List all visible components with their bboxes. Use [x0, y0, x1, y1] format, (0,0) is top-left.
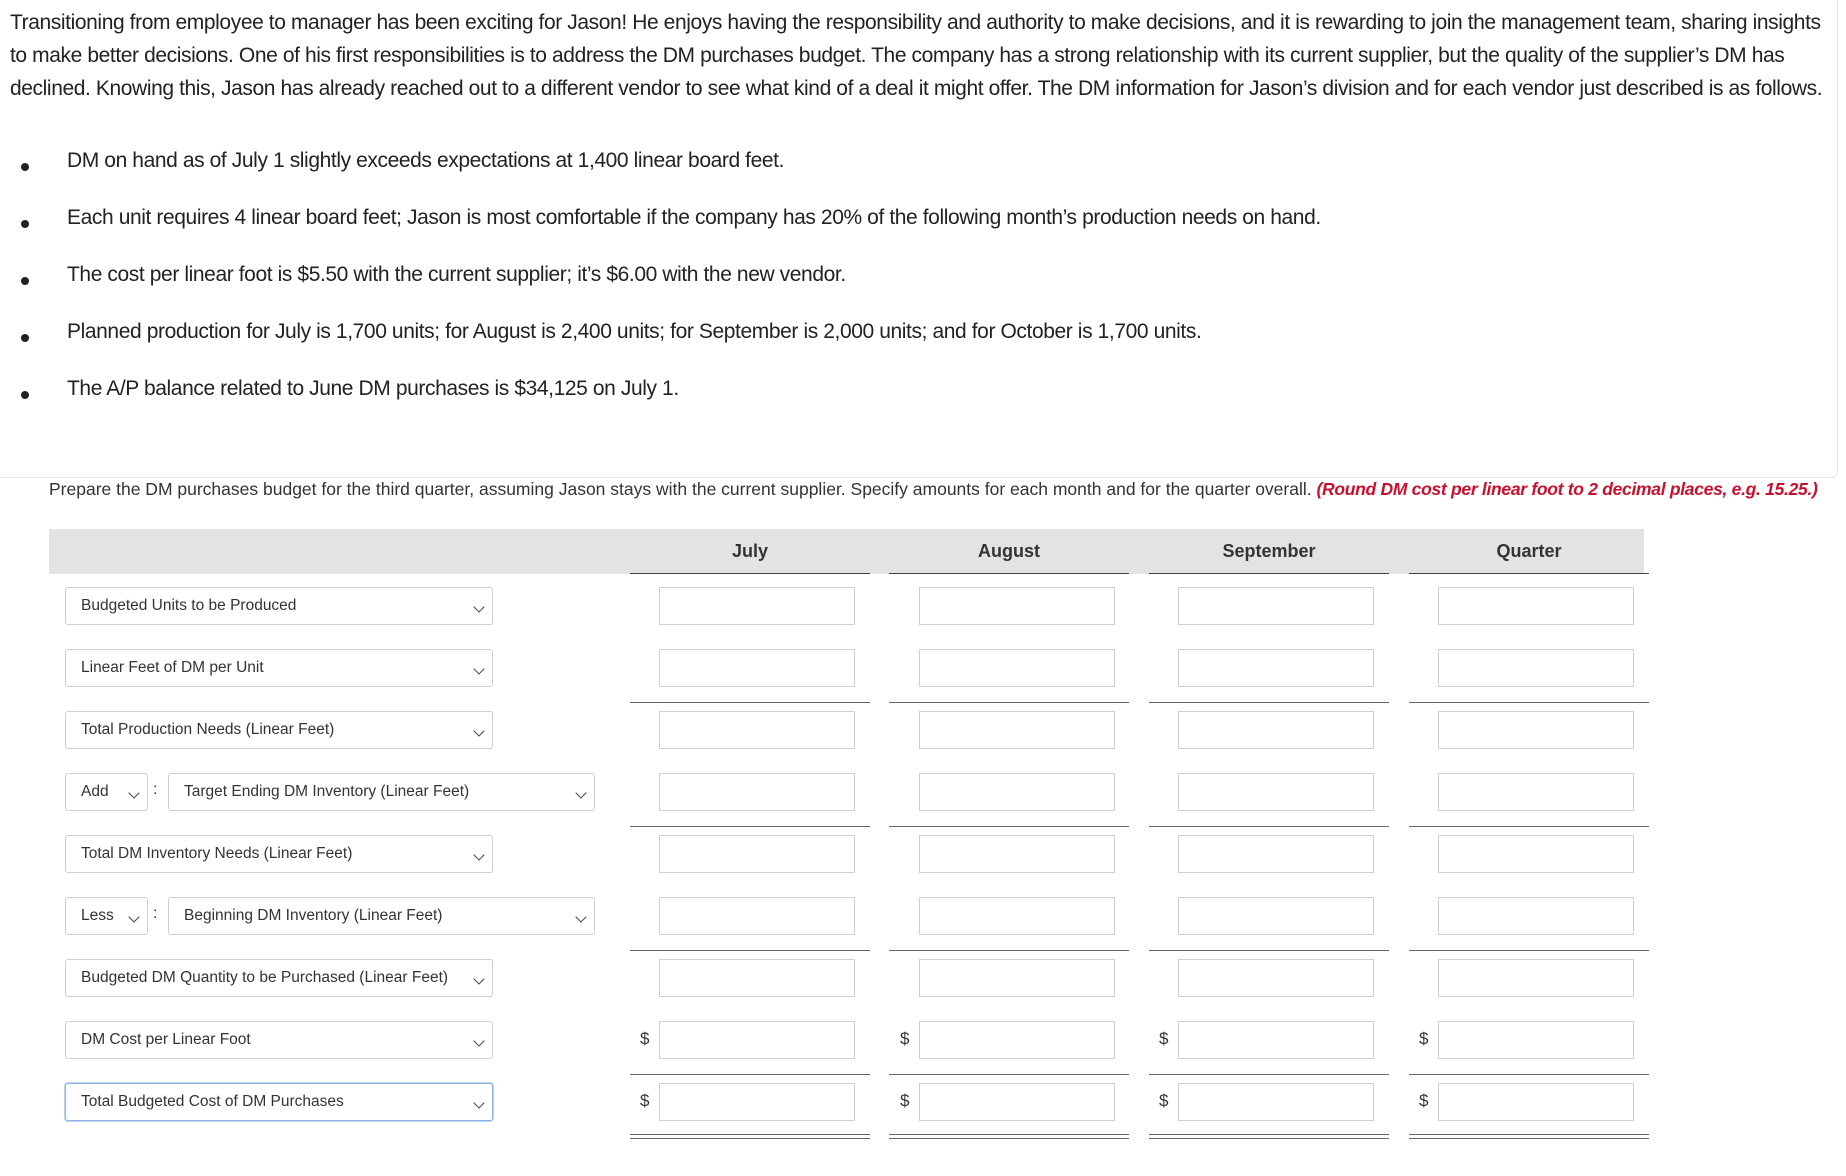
input-august[interactable] — [919, 649, 1115, 687]
colon-separator: : — [153, 781, 158, 798]
double-underline — [630, 1134, 870, 1139]
input-july[interactable] — [659, 1021, 855, 1059]
subtotal-line — [1149, 1074, 1389, 1075]
dollar-sign: $ — [1419, 1091, 1429, 1110]
column-header-july: July — [630, 529, 870, 574]
bullet-icon — [21, 334, 29, 342]
subtotal-line — [1149, 950, 1389, 951]
input-july[interactable] — [659, 773, 855, 811]
intro-paragraph: Transitioning from employee to manager has been exciting for Jason! He enjoys having the responsibility and authority to make decisions, and it is rewarding to join the management team, sharing insights to make better decisions. One of his first responsibilities is to address the DM purchases budget. The company has a strong relationship with its current supplier, but the quality of the supplier’s DM has declined. Knowing this, Jason has already reached out to a different vendor to see what kind of a deal it might offer. The DM information for Jason’s division and for each vendor just described is as follows. — [10, 11, 1823, 100]
double-underline — [1149, 1134, 1389, 1139]
row-label-select[interactable]: Target Ending DM Inventory (Linear Feet) — [168, 773, 595, 811]
column-header-september: September — [1149, 529, 1389, 574]
dollar-sign: $ — [1159, 1091, 1169, 1110]
chevron-down-icon — [575, 787, 586, 798]
subtotal-line — [630, 702, 870, 703]
input-august[interactable] — [919, 711, 1115, 749]
input-quarter[interactable] — [1438, 1083, 1634, 1121]
chevron-down-icon — [473, 1097, 484, 1108]
subtotal-line — [889, 950, 1129, 951]
chevron-down-icon — [473, 1035, 484, 1046]
input-august[interactable] — [919, 835, 1115, 873]
input-september[interactable] — [1178, 1083, 1374, 1121]
input-quarter[interactable] — [1438, 711, 1634, 749]
subtotal-line — [889, 1074, 1129, 1075]
row-label-select[interactable]: Beginning DM Inventory (Linear Feet) — [168, 897, 595, 935]
dollar-sign: $ — [900, 1091, 910, 1110]
subtotal-line — [1409, 826, 1649, 827]
subtotal-line — [630, 1074, 870, 1075]
input-august[interactable] — [919, 587, 1115, 625]
subtotal-line — [1409, 950, 1649, 951]
subtotal-line — [630, 950, 870, 951]
row-label-select[interactable]: Linear Feet of DM per Unit — [65, 649, 493, 687]
dollar-sign: $ — [1159, 1029, 1169, 1048]
dollar-sign: $ — [640, 1091, 650, 1110]
subtotal-line — [1409, 702, 1649, 703]
bullet-icon — [21, 220, 29, 228]
dollar-sign: $ — [1419, 1029, 1429, 1048]
input-quarter[interactable] — [1438, 1021, 1634, 1059]
input-july[interactable] — [659, 835, 855, 873]
input-quarter[interactable] — [1438, 959, 1634, 997]
input-september[interactable] — [1178, 897, 1374, 935]
row-label-select[interactable]: DM Cost per Linear Foot — [65, 1021, 493, 1059]
input-september[interactable] — [1178, 1021, 1374, 1059]
bullet-icon — [21, 391, 29, 399]
input-august[interactable] — [919, 1083, 1115, 1121]
problem-statement: Transitioning from employee to manager has been exciting for Jason! He enjoys having the responsibility and authority to make decisions, and it is rewarding to join the management team, sharing insights to make better decisions. One of his first responsibilities is to address the DM purchases budget. The company has a strong relationship with its current supplier, but the quality of the supplier’s DM has declined. Knowing this, Jason has already reached out to a different vendor to see what kind of a deal it might offer. The DM information for Jason’s division and for each vendor just described is as follows. DM on hand as of July 1 slightly exceeds expectations at 1,400 linear board feet. Each unit requires 4 linear board feet; Jason is most comfortable if the company has 20% of the following month’s production needs on hand. The cost per linear foot is $5.50 with the current supplier; it’s $6.00 with the new vendor. Planned production for July is 1,700 units; for August is 2,400 units; for September is 2,000 units; and for October is 1,700 units. The A/P balance related to June DM purchases is $34,125 on July 1. — [0, 0, 1838, 478]
input-july[interactable] — [659, 711, 855, 749]
input-september[interactable] — [1178, 711, 1374, 749]
input-quarter[interactable] — [1438, 773, 1634, 811]
input-july[interactable] — [659, 587, 855, 625]
column-header-quarter: Quarter — [1409, 529, 1649, 574]
instruction-text: Prepare the DM purchases budget for the third quarter, assuming Jason stays with the current supplier. Specify amounts for each month and for the quarter overall. (Round DM cost per linear foot to 2 decimal places, e.g. 15.25.) — [49, 479, 1818, 499]
input-quarter[interactable] — [1438, 649, 1634, 687]
input-july[interactable] — [659, 649, 855, 687]
input-september[interactable] — [1178, 649, 1374, 687]
input-september[interactable] — [1178, 587, 1374, 625]
input-quarter[interactable] — [1438, 897, 1634, 935]
chevron-down-icon — [128, 911, 139, 922]
row-label-select[interactable]: Total Production Needs (Linear Feet) — [65, 711, 493, 749]
subtotal-line — [1409, 1074, 1649, 1075]
input-september[interactable] — [1178, 835, 1374, 873]
double-underline — [889, 1134, 1129, 1139]
input-august[interactable] — [919, 773, 1115, 811]
row-label-select[interactable]: Budgeted Units to be Produced — [65, 587, 493, 625]
dollar-sign: $ — [640, 1029, 650, 1048]
subtotal-line — [630, 826, 870, 827]
input-september[interactable] — [1178, 773, 1374, 811]
input-september[interactable] — [1178, 959, 1374, 997]
input-august[interactable] — [919, 1021, 1115, 1059]
bullet-icon — [21, 163, 29, 171]
chevron-down-icon — [473, 601, 484, 612]
row-label-select[interactable]: Total Budgeted Cost of DM Purchases — [65, 1083, 493, 1121]
double-underline — [1409, 1134, 1649, 1139]
input-july[interactable] — [659, 1083, 855, 1121]
input-quarter[interactable] — [1438, 587, 1634, 625]
subtotal-line — [1149, 826, 1389, 827]
chevron-down-icon — [473, 725, 484, 736]
chevron-down-icon — [473, 663, 484, 674]
row-label-select[interactable]: Total DM Inventory Needs (Linear Feet) — [65, 835, 493, 873]
subtotal-line — [889, 702, 1129, 703]
operator-select-add[interactable]: Add — [65, 773, 148, 811]
operator-select-less[interactable]: Less — [65, 897, 148, 935]
input-quarter[interactable] — [1438, 835, 1634, 873]
chevron-down-icon — [575, 911, 586, 922]
bullet-icon — [21, 277, 29, 285]
dollar-sign: $ — [900, 1029, 910, 1048]
colon-separator: : — [153, 905, 158, 922]
chevron-down-icon — [473, 973, 484, 984]
chevron-down-icon — [473, 849, 484, 860]
rounding-note: (Round DM cost per linear foot to 2 decimal places, e.g. 15.25.) — [1316, 479, 1818, 499]
subtotal-line — [1149, 702, 1389, 703]
row-label-select[interactable]: Budgeted DM Quantity to be Purchased (Linear Feet) — [65, 959, 493, 997]
input-july[interactable] — [659, 959, 855, 997]
column-header-august: August — [889, 529, 1129, 574]
chevron-down-icon — [128, 787, 139, 798]
input-august[interactable] — [919, 897, 1115, 935]
subtotal-line — [889, 826, 1129, 827]
input-august[interactable] — [919, 959, 1115, 997]
input-july[interactable] — [659, 897, 855, 935]
